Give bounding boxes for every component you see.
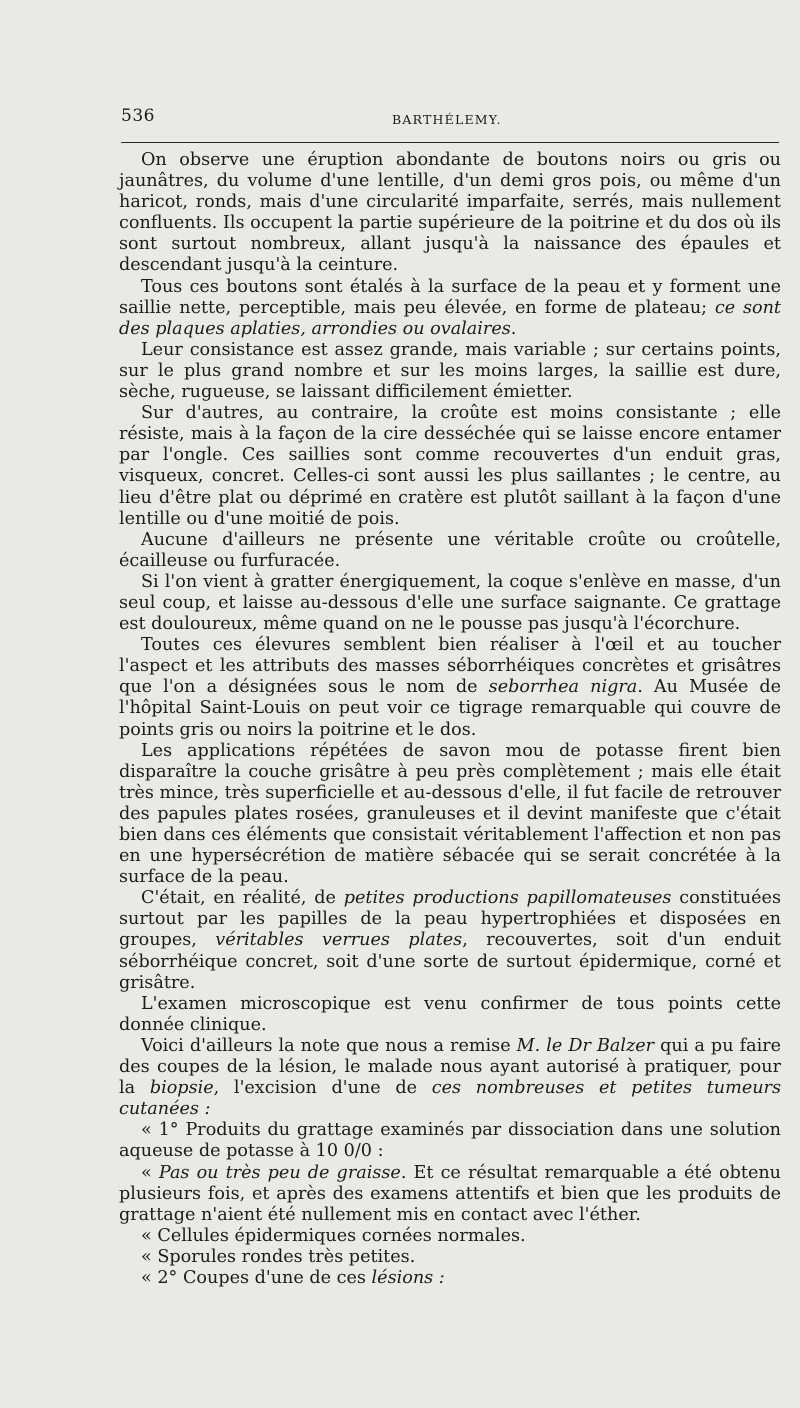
text-run: C'était, en réalité, de <box>141 888 344 909</box>
running-head: BARTHÉLEMY. <box>392 112 502 127</box>
italic-text: petites productions papillomateuses <box>343 888 672 909</box>
italic-text: biopsie <box>149 1078 214 1099</box>
italic-text: véritables verrues plates <box>215 930 463 951</box>
paragraph <box>119 635 781 740</box>
italic-text: ce sont des plaques aplaties, arrondies ou ovalaires <box>119 297 781 339</box>
text-run: Toutes ces élevures semblent bien réaliser à l'œil et au toucher l'aspect et les attributs des masses séborrhéiques concrètes et grisâtres que l'on a désignées sous le nom de <box>119 635 781 698</box>
paragraph <box>119 150 781 277</box>
paragraph <box>119 741 781 889</box>
paragraph <box>119 1120 781 1162</box>
text-run: Voici d'ailleurs la note que nous a remise <box>141 1035 517 1056</box>
text-run: On observe une éruption abondante de boutons noirs ou gris ou jaunâtres, du volume d'une lentille, d'un demi gros pois, ou même d'un haricot, ronds, mais d'une circularité imparfaite, serrés, mais nullement confluents. Ils occupent la partie supérieure de la poitrine et du dos où ils sont surtout nombreux, allant jusqu'à la naissance des épaules et descendant jusqu'à la ceinture. <box>119 150 781 276</box>
text-run: Sur d'autres, au contraire, la croûte est moins consistante ; elle résiste, mais à la façon de la cire desséchée qui se laisse encore entamer par l'ongle. Ces saillies sont comme recouvertes d'un enduit gras, visqueux, concret. Celles-ci sont aussi les plus saillantes ; le centre, au lieu d'être plat ou déprimé en cratère est plutôt saillant à la façon d'une lentille ou d'une moitié de pois. <box>119 403 781 529</box>
text-run: , l'excision d'une de <box>213 1078 432 1099</box>
italic-text: ces nombreuses et petites tumeurs cutanées : <box>119 1078 781 1120</box>
text-run: Si l'on vient à gratter énergiquement, la coque s'enlève en masse, d'un seul coup, et laisse au-dessous d'elle une surface saignante. Ce grattage est douloureux, même quand on ne le pousse pas jusqu'à l'écorchure. <box>119 571 781 635</box>
text-run: Les applications répétées de savon mou de potasse firent bien disparaître la couche grisâtre à peu près complètement ; mais elle était très mince, très superficielle et au-dessous d'elle, il fut facile de retrouver des papules plates rosées, granuleuses et il devint manifeste que c'était bien dans ces éléments que consistait véritablement l'affection et non pas en une hypersécrétion de matière sébacée qui se serait concrétée à la surface de la peau. <box>119 740 781 888</box>
paragraph <box>119 277 781 340</box>
paragraph <box>119 1226 781 1247</box>
paragraph <box>119 994 781 1036</box>
paragraph <box>119 888 781 993</box>
italic-text: lésions : <box>371 1267 445 1288</box>
paragraph <box>119 1036 781 1120</box>
text-run: . Et ce résultat remarquable a été obtenu plusieurs fois, et après des examens attentifs et bien que les produits de grattage n'aient été nullement mis en contact avec l'éther. <box>119 1162 782 1225</box>
header-rule <box>121 142 779 143</box>
text-run: . <box>510 318 517 339</box>
text-run: « Cellules épidermiques cornées normales. <box>141 1225 526 1246</box>
italic-text: Pas ou très peu de graisse <box>158 1162 401 1183</box>
text-run: Tous ces boutons sont étalés à la surface de la peau et y forment une saillie nette, perceptible, mais peu élevée, en forme de plateau; <box>119 276 781 318</box>
italic-text: seborrhea nigra <box>488 677 638 698</box>
text-run: « 1° Produits du grattage examinés par dissociation dans une solution aqueuse de potasse à 10 0/0 : <box>119 1120 781 1162</box>
text-run: Leur consistance est assez grande, mais variable ; sur certains points, sur le plus grand nombre et sur les moins larges, la saillie est dure, sèche, rugueuse, se laissant difficilement émietter. <box>119 339 781 403</box>
paragraph <box>119 1163 781 1226</box>
paragraph <box>119 1247 781 1268</box>
paragraph <box>119 403 781 530</box>
text-run: Aucune d'ailleurs ne présente une véritable croûte ou croûtelle, écailleuse ou furfuracée. <box>119 529 781 571</box>
text-run: , recouvertes, soit d'un enduit séborrhéique concret, soit d'une sorte de surtout épidermique, corné et grisâtre. <box>119 930 781 993</box>
text-run: « Sporules rondes très petites. <box>141 1246 416 1267</box>
paragraph <box>119 1268 781 1289</box>
paragraph <box>119 572 781 635</box>
page-number: 536 <box>121 106 155 126</box>
text-run: . Au Musée de l'hôpital Saint-Louis on peut voir ce tigrage remarquable qui couvre de points gris ou noirs la poitrine et le dos. <box>119 677 782 740</box>
body-text <box>119 150 781 1289</box>
text-run: qui a pu faire des coupes de la lésion, le malade nous ayant autorisé à pratiquer, pour la <box>119 1035 782 1099</box>
paragraph <box>119 530 781 572</box>
italic-text: M. le Dr Balzer <box>516 1035 655 1056</box>
text-run: « 2° Coupes d'une de ces <box>141 1267 372 1288</box>
paragraph <box>119 340 781 403</box>
text-run: L'examen microscopique est venu confirmer de tous points cette donnée clinique. <box>119 993 781 1035</box>
text-run: constituées surtout par les papilles de la peau hypertrophiées et disposées en groupes, <box>119 888 781 951</box>
text-run: « <box>141 1162 159 1183</box>
